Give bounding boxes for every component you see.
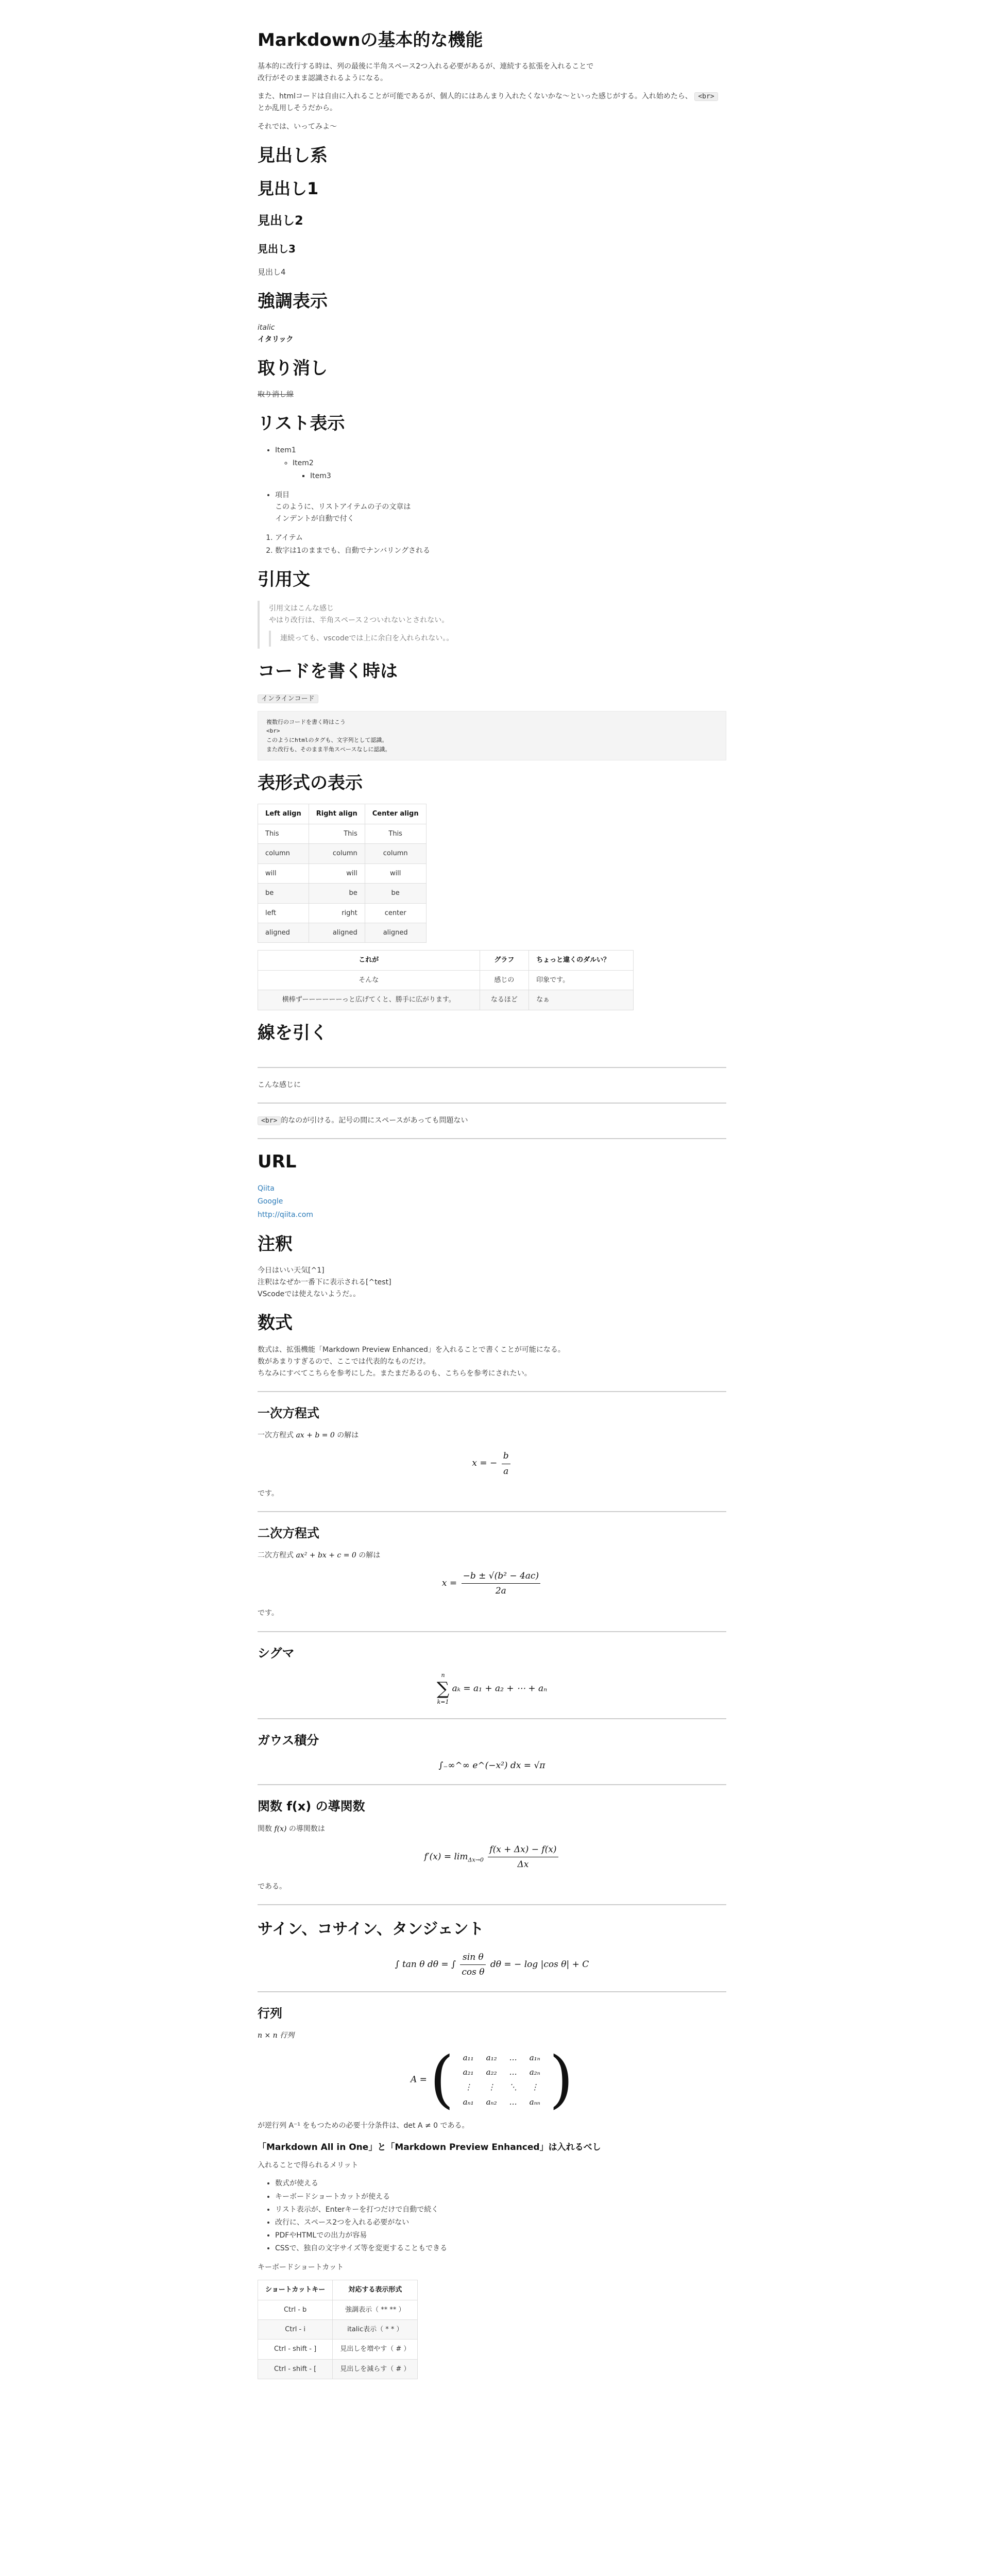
matrix-title: 行列: [258, 2006, 282, 2021]
math-lhs: f′(x) = lim: [424, 1851, 468, 1862]
code-line: このようにhtmlのタグも、文字列として認識。: [266, 736, 388, 743]
table-cell: 印象です。: [529, 970, 634, 990]
bullet-list-2: [258, 489, 726, 525]
trig-title: サイン、コサイン、タンジェント: [258, 1920, 484, 1938]
table-header: ショートカットキー: [258, 2280, 333, 2300]
limit-subscript: Δx→0: [468, 1856, 484, 1863]
matrix-cell: …: [509, 2067, 517, 2077]
list-item: • キーボードショートカットが使える: [275, 2191, 726, 2203]
table-cell: Ctrl - i: [258, 2319, 333, 2339]
heading-sample-h2: 見出し2: [258, 213, 303, 228]
horizontal-rule: [258, 1631, 726, 1632]
table-header: Left align: [258, 804, 309, 824]
numerator: −b ± √(b² − 4ac): [462, 1569, 541, 1584]
list-item-text: Item1: [275, 446, 296, 454]
table-cell: column: [365, 844, 426, 863]
math-intro: [258, 1344, 726, 1380]
italic-sample: italic: [258, 323, 275, 332]
footnote-section-title: 注釈: [258, 1233, 293, 1255]
ordered-item: 2. 数字は1のままでも、自動でナンバリングされる: [275, 545, 726, 557]
heading-sample-h1: 見出し1: [258, 178, 319, 198]
sigma-formula: [258, 1671, 726, 1707]
inline-code-sample: インラインコード: [258, 694, 318, 703]
sigma-upper: n: [441, 1672, 445, 1679]
text: 二次方程式: [258, 1551, 294, 1560]
table-row: [258, 2359, 418, 2379]
table-cell: なぁ: [529, 990, 634, 1010]
table-header: 対応する表示形式: [333, 2280, 418, 2300]
matrix-cell: aₙ₂: [486, 2097, 497, 2107]
table-cell: 感じの: [480, 970, 529, 990]
table-row: [258, 903, 427, 923]
sigma-lower: k=1: [437, 1699, 449, 1706]
table-cell: Ctrl - b: [258, 2300, 333, 2319]
matrix-cell: ⋱: [509, 2082, 517, 2092]
table-header: Center align: [365, 804, 426, 824]
intro-p2b-text: とか乱用しそうだから。: [258, 104, 337, 113]
heading-section-title: 見出し系: [258, 145, 328, 166]
sigma-title: シグマ: [258, 1646, 295, 1660]
matrix-cell: a₁₂: [486, 2053, 497, 2062]
quad-eq-formula: [258, 1569, 726, 1598]
url-links: [258, 1182, 726, 1222]
link-google[interactable]: Google: [258, 1197, 283, 1206]
table-cell: This: [258, 824, 309, 843]
nested-blockquote: [269, 631, 726, 647]
list-item: • リスト表示が、Enterキーを打つだけで自動で続く: [275, 2204, 726, 2216]
table-cell: This: [309, 824, 365, 843]
math-lhs: ∫ tan θ dθ = ∫: [395, 1959, 456, 1970]
table-header: ちょっと違くのダルい？: [529, 951, 634, 970]
text: の解は: [359, 1551, 381, 1560]
code-line: また改行も、そのまま半角スペースなしに認識。: [266, 745, 391, 753]
gauss-formula: ∫₋∞^∞ e^(−x²) dx = √π: [438, 1760, 545, 1771]
table-cell: be: [258, 884, 309, 903]
fraction: [488, 1842, 558, 1872]
table-cell: will: [258, 863, 309, 883]
derivative-formula: [258, 1842, 726, 1872]
table-header: これが: [258, 951, 480, 970]
derivative-desc: [258, 1823, 726, 1835]
text: 関数: [258, 1824, 272, 1833]
lines-section-title: 線を引く: [258, 1022, 328, 1043]
url-section-title: URL: [258, 1151, 297, 1173]
matrix-cell: ⋮: [487, 2082, 496, 2092]
quote-section-title: 引用文: [258, 569, 310, 590]
intro-p2-text: また、htmlコードは自由に入れることが可能であるが、個人的にはあんまり入れたくないかな〜といった感じがする。入れ始めたら、: [258, 92, 692, 101]
list-item: • CSSで、独自の文字サイズ等を変更することもできる: [275, 2243, 726, 2255]
table-row: [258, 990, 634, 1010]
inline-math: f(x): [274, 1824, 287, 1833]
list-item: [310, 470, 726, 482]
list-section-title: リスト表示: [258, 413, 345, 434]
table-cell: 強調表示（ ** ** ）: [333, 2300, 418, 2319]
inline-math: ax + b = 0: [296, 1431, 335, 1440]
denominator: a: [503, 1466, 509, 1477]
markdown-preview: [258, 0, 726, 2379]
table-row: [258, 884, 427, 903]
list-item: • 数式が使える: [275, 2178, 726, 2190]
intro-inline-code: <br>: [694, 92, 718, 101]
denominator: Δx: [517, 1859, 529, 1870]
horizontal-rule: [258, 1904, 726, 1905]
table-cell: Ctrl - shift - [: [258, 2359, 333, 2379]
lines-text-1: こんな感じに: [258, 1080, 301, 1089]
matrix-cell: a₂₁: [463, 2067, 474, 2077]
quote-line: 引用文はこんな感じ: [269, 604, 334, 613]
shortcut-label: キーボードショートカット: [258, 2263, 344, 2272]
derivative-end: である。: [258, 1882, 286, 1891]
sigma-symbol: n ∑ k=1: [437, 1671, 449, 1707]
numerator: f(x + Δx) − f(x): [488, 1842, 558, 1857]
table-cell: aligned: [309, 923, 365, 942]
horizontal-rule: [258, 1511, 726, 1512]
table-header: Right align: [309, 804, 365, 824]
horizontal-rule: [258, 1718, 726, 1719]
table-section-title: 表形式の表示: [258, 773, 363, 794]
linear-eq-formula: [258, 1449, 726, 1478]
align-table: [258, 804, 427, 943]
list-item-text: Item3: [310, 471, 331, 480]
lines-text-2: [258, 1115, 726, 1127]
footnote-line: 注釈はなぜか一番下に表示される[^test]: [258, 1278, 391, 1287]
numerator: sin θ: [460, 1950, 486, 1965]
fraction: [460, 1950, 486, 1979]
denominator: cos θ: [462, 1967, 485, 1978]
table-cell: center: [365, 903, 426, 923]
quad-eq-end: です。: [258, 1609, 279, 1618]
table-row: [258, 2340, 418, 2359]
matrix-cell: a₂₂: [486, 2067, 497, 2077]
lines-inline-code: <br>: [258, 1116, 281, 1125]
math-section-title: 数式: [258, 1313, 293, 1334]
table-row: [258, 970, 634, 990]
list-item: [275, 445, 726, 482]
page-title: Markdownの基本的な機能: [258, 30, 483, 50]
numerator: b: [502, 1449, 510, 1464]
ordered-item: 1. アイテム: [275, 532, 726, 544]
matrix-cell: …: [509, 2097, 517, 2107]
math-intro-line: 数式は、拡張機能「Markdown Preview Enhanced」を入れることで書くことが可能になる。: [258, 1345, 565, 1354]
intro-paragraph-1: [258, 61, 726, 84]
footnote-line: VScodeでは使えないようだ。。: [258, 1290, 361, 1299]
table-cell: italic表示（ * * ）: [333, 2319, 418, 2339]
table-cell: column: [309, 844, 365, 863]
matrix-cell: aₙ₁: [463, 2097, 474, 2107]
horizontal-rule: [258, 1391, 726, 1392]
quad-eq-title: 二次方程式: [258, 1526, 319, 1540]
horizontal-rule: [258, 1067, 726, 1068]
list-item-subtext: インデントが自動で付く: [275, 515, 354, 523]
table-cell: This: [365, 824, 426, 843]
intro-p1b-text: 改行がそのまま認識されるようになる。: [258, 74, 387, 83]
inline-math: ax² + bx + c = 0: [296, 1551, 356, 1560]
table-cell: aligned: [258, 923, 309, 942]
extension-title: 「Markdown All in One」と「Markdown Preview Enhanced」は入れるべし: [258, 2142, 601, 2153]
table-cell: そんな: [258, 970, 480, 990]
list-item-text: Item2: [293, 459, 314, 467]
list-item: [293, 457, 726, 482]
table-cell: 横棒ずーーーーーーっと広げてくと、勝手に広がります。: [258, 990, 480, 1010]
table-row: [258, 923, 427, 942]
list-item: • PDFやHTMLでの出力が容易: [275, 2230, 726, 2242]
matrix: [457, 2050, 547, 2110]
code-line: 複数行のコードを書く時はこう: [266, 718, 346, 725]
emphasis-section-title: 強調表示: [258, 291, 328, 312]
heading-sample-h3: 見出し3: [258, 243, 296, 256]
shortcut-table: [258, 2280, 418, 2379]
fraction: [502, 1449, 510, 1478]
linear-eq-title: 一次方程式: [258, 1405, 319, 1420]
intro-p1-text: 基本的に改行する時は、列の最後に半角スペース2つ入れる必要があるが、連続する拡張を入れることで: [258, 62, 594, 71]
list-item-subtext: このように、リストアイテムの子の文章は: [275, 503, 411, 511]
text: 一次方程式: [258, 1431, 294, 1440]
horizontal-rule: [258, 1784, 726, 1785]
code-section-title: コードを書く時は: [258, 660, 398, 682]
table-row: [258, 844, 427, 863]
quad-eq-desc: [258, 1550, 726, 1562]
table-cell: Ctrl - shift - ]: [258, 2340, 333, 2359]
table-cell: left: [258, 903, 309, 923]
fraction: [462, 1569, 541, 1598]
bold-sample: イタリック: [258, 335, 294, 344]
link-qiita[interactable]: Qiita: [258, 1184, 275, 1193]
table-row: [258, 863, 427, 883]
trig-formula: [258, 1950, 726, 1979]
matrix-cell: a₂ₙ: [529, 2067, 540, 2077]
table-header: グラフ: [480, 951, 529, 970]
table-cell: aligned: [365, 923, 426, 942]
link-qiita-url[interactable]: http://qiita.com: [258, 1210, 313, 1219]
list-item: • 改行に、スペース2つを入れる必要がない: [275, 2217, 726, 2229]
table-cell: will: [365, 863, 426, 883]
horizontal-rule: [258, 1103, 726, 1104]
table-cell: will: [309, 863, 365, 883]
footnote-line: 今日はいい天気[^1]: [258, 1266, 325, 1275]
matrix-cell: a₁ₙ: [529, 2053, 540, 2062]
blockquote: [258, 601, 726, 649]
matrix-cell: ⋮: [531, 2082, 539, 2092]
bullet-list: [258, 445, 726, 482]
table-cell: be: [365, 884, 426, 903]
table-row: [258, 2300, 418, 2319]
matrix-after: が逆行列 A⁻¹ をもつための必要十分条件は、det A ≠ 0 である。: [258, 2122, 469, 2130]
table-cell: be: [309, 884, 365, 903]
list-item: [275, 489, 726, 525]
extension-intro: 入れることで得られるメリット: [258, 2161, 359, 2170]
matrix-cell: ⋮: [464, 2082, 472, 2092]
strike-sample: 取り消し線: [258, 391, 294, 399]
math-intro-line: ちなみにすべてこちらを参考にした。またまだあるのも、こちらを参考にされたい。: [258, 1369, 532, 1378]
intro-paragraph-3: それでは、いってみよ〜: [258, 122, 337, 131]
quote-line: 連続っても、vscodeでは上に余白を入れられない。。: [280, 634, 454, 642]
math-lhs: x = −: [472, 1458, 498, 1469]
derivative-title: 関数 f(x) の導関数: [258, 1799, 365, 1814]
matrix-cell: a₁₁: [463, 2053, 474, 2062]
heading-sample-h4: 見出し4: [258, 267, 286, 277]
matrix-formula: A = ( a₁₁ a₁₂ … a₁ₙ a₂₁ a₂₂ … a₂ₙ ⋮ ⋮ ⋱ ⋮ aₙ₁ aₙ₂ … aₙₙ ): [410, 2044, 573, 2116]
code-block: [258, 711, 726, 760]
denominator: 2a: [495, 1586, 506, 1597]
matrix-label: n × n 行列: [258, 2031, 295, 2040]
math-lhs: x =: [441, 1578, 457, 1589]
table-cell: column: [258, 844, 309, 863]
matrix-cell: …: [509, 2053, 517, 2062]
strike-section-title: 取り消し: [258, 358, 328, 379]
quote-line: やはり改行は、半角スペース２ついれないとされない。: [269, 616, 449, 624]
table-row: [258, 824, 427, 843]
linear-eq-desc: [258, 1430, 726, 1442]
table-cell: 見出しを増やす（ # ）: [333, 2340, 418, 2359]
lines-text-2-body: 的なのが引ける。記号の間にスペースがあっても問題ない: [281, 1116, 468, 1125]
math-intro-line: 数があまりすぎるので、ここでは代表的なものだけ。: [258, 1357, 431, 1366]
text: の導関数は: [288, 1824, 325, 1833]
list-item-text: 項目: [275, 490, 289, 499]
table-cell: 見出しを減らす（ # ）: [333, 2359, 418, 2379]
intro-paragraph-2: [258, 91, 726, 114]
wide-table: [258, 950, 634, 1010]
math-lhs: A =: [410, 2074, 427, 2085]
table-row: [258, 2319, 418, 2339]
table-cell: なるほど: [480, 990, 529, 1010]
gauss-title: ガウス積分: [258, 1733, 319, 1748]
ordered-list: [258, 532, 726, 557]
horizontal-rule: [258, 1138, 726, 1139]
extension-benefits: [258, 2178, 726, 2255]
matrix-cell: aₙₙ: [529, 2097, 540, 2107]
text: の解は: [337, 1431, 359, 1440]
horizontal-rule: [258, 1991, 726, 1992]
sigma-expression: aₖ = a₁ + a₂ + ⋯ + aₙ: [452, 1683, 548, 1694]
code-line: <br>: [266, 727, 280, 735]
math-rhs: dθ = − log |cos θ| + C: [490, 1959, 589, 1970]
footnote-text: [258, 1265, 726, 1300]
linear-eq-end: です。: [258, 1489, 279, 1498]
table-cell: right: [309, 903, 365, 923]
